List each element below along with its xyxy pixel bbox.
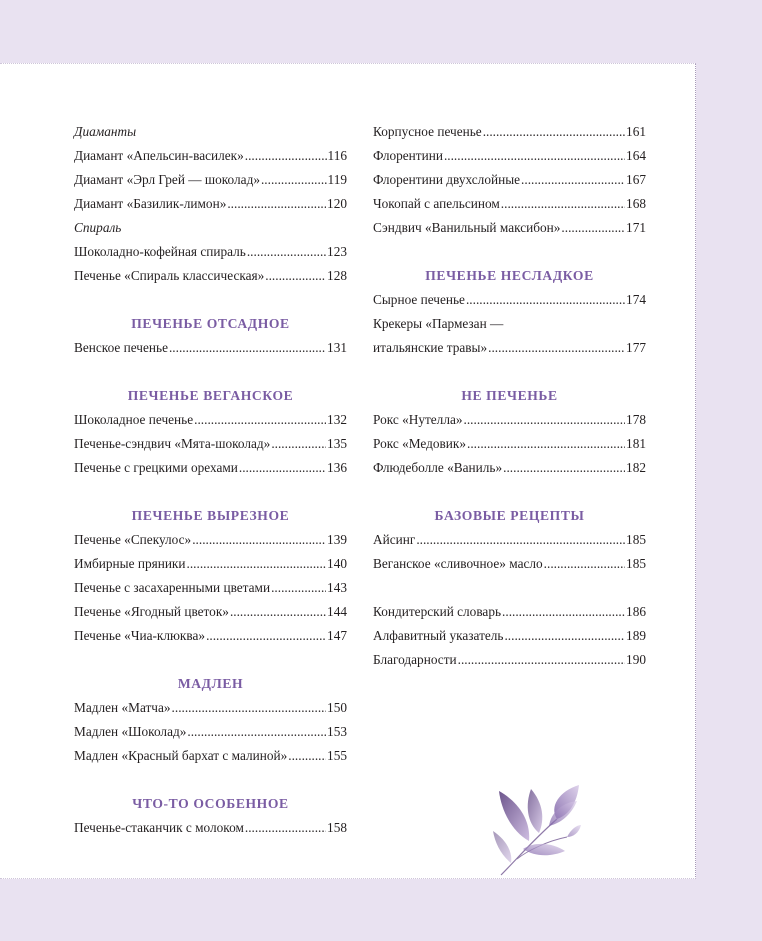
- toc-entry-title: Печенье-сэндвич «Мята-шоколад»: [74, 436, 271, 451]
- dot-leader: [261, 168, 327, 192]
- toc-entry[interactable]: [74, 240, 347, 264]
- dot-leader: [464, 408, 626, 432]
- dot-leader: [271, 432, 326, 456]
- toc-entry-title: Диамант «Базилик-лимон»: [74, 196, 227, 211]
- toc-page-number: 135: [327, 436, 347, 451]
- toc-entry[interactable]: [373, 408, 646, 432]
- dot-leader: [230, 600, 326, 624]
- toc-entry-title: Мадлен «Шоколад»: [74, 724, 187, 739]
- toc-page-number: 174: [626, 292, 646, 307]
- toc-entry[interactable]: [74, 816, 347, 840]
- toc-entry[interactable]: [373, 288, 646, 312]
- dot-leader: [245, 816, 326, 840]
- toc-page-number: 128: [327, 268, 347, 283]
- toc-entry-title: Айсинг: [373, 532, 416, 547]
- toc-entry[interactable]: [74, 336, 347, 360]
- toc-entry[interactable]: [373, 648, 646, 672]
- toc-page-number: 143: [327, 580, 347, 595]
- toc-left-column: [74, 120, 347, 840]
- toc-entry[interactable]: [373, 624, 646, 648]
- dot-leader: [187, 552, 327, 576]
- toc-page-number: 116: [327, 148, 347, 163]
- toc-entry-title: Печенье с грецкими орехами: [74, 460, 238, 475]
- toc-page-number: 150: [327, 700, 347, 715]
- section-heading: МАДЛЕН: [177, 676, 244, 691]
- spacer: [74, 360, 347, 384]
- toc-entry-title: Шоколадно-кофейная спираль: [74, 244, 246, 259]
- spacer: [373, 360, 646, 384]
- toc-entry-title: Печенье «Спираль классическая»: [74, 268, 265, 283]
- spacer: [74, 648, 347, 672]
- toc-entry-title: Имбирные пряники: [74, 556, 186, 571]
- section-heading: ПЕЧЕНЬЕ ВЫРЕЗНОЕ: [131, 508, 290, 523]
- toc-entry-title: Диамант «Апельсин-василек»: [74, 148, 244, 163]
- spacer: [74, 288, 347, 312]
- toc-entry-title: Чокопай с апельсином: [373, 196, 500, 211]
- toc-page-number: 182: [626, 460, 646, 475]
- toc-entry-title: Печенье «Ягодный цветок»: [74, 604, 229, 619]
- dot-leader: [245, 144, 327, 168]
- section-heading: ПЕЧЕНЬЕ ОТСАДНОЕ: [131, 316, 290, 331]
- toc-entry[interactable]: [373, 120, 646, 144]
- toc-entry[interactable]: [373, 552, 646, 576]
- dot-leader: [265, 264, 326, 288]
- dot-leader: [192, 528, 326, 552]
- dot-leader: [521, 168, 625, 192]
- toc-entry[interactable]: [373, 600, 646, 624]
- section-heading: НЕ ПЕЧЕНЬЕ: [461, 388, 558, 403]
- spacer: [74, 480, 347, 504]
- toc-page-number: 171: [626, 220, 646, 235]
- toc-entry-title: Флорентини двухслойные: [373, 172, 521, 187]
- toc-entry[interactable]: [373, 216, 646, 240]
- toc-entry-title: Веганское «сливочное» масло: [373, 556, 543, 571]
- toc-page-number: 136: [327, 460, 347, 475]
- dot-leader: [502, 600, 625, 624]
- dot-leader: [466, 288, 625, 312]
- toc-page-number: 190: [626, 652, 646, 667]
- dot-leader: [288, 744, 326, 768]
- toc-page-number: 120: [327, 196, 347, 211]
- toc-entry[interactable]: [74, 696, 347, 720]
- toc-page-number: 158: [327, 820, 347, 835]
- dot-leader: [467, 432, 625, 456]
- toc-entry[interactable]: [74, 456, 347, 480]
- section-heading: ПЕЧЕНЬЕ ВЕГАНСКОЕ: [127, 388, 294, 403]
- toc-page-number: 139: [327, 532, 347, 547]
- toc-entry[interactable]: [74, 432, 347, 456]
- toc-page-number: 131: [327, 340, 347, 355]
- dot-leader: [416, 528, 625, 552]
- toc-entry-title: Мадлен «Красный бархат с малиной»: [74, 748, 288, 763]
- toc-page: [0, 63, 696, 879]
- toc-page-number: 153: [327, 724, 347, 739]
- dot-leader: [227, 192, 326, 216]
- dot-leader: [206, 624, 326, 648]
- toc-entry-title: Сырное печенье: [373, 292, 465, 307]
- dot-leader: [194, 408, 326, 432]
- toc-page-number: 185: [626, 532, 646, 547]
- toc-entry[interactable]: [74, 264, 347, 288]
- toc-entry[interactable]: [74, 192, 347, 216]
- toc-entry-title: Печенье «Спекулос»: [74, 532, 192, 547]
- subsection-label: Спираль: [74, 220, 122, 235]
- toc-entry[interactable]: [74, 624, 347, 648]
- toc-entry[interactable]: [74, 552, 347, 576]
- toc-entry[interactable]: [373, 144, 646, 168]
- dot-leader: [444, 144, 625, 168]
- toc-entry[interactable]: [373, 528, 646, 552]
- toc-page-number: 155: [327, 748, 347, 763]
- dot-leader: [544, 552, 625, 576]
- toc-entry[interactable]: [74, 744, 347, 768]
- toc-entry[interactable]: [74, 144, 347, 168]
- toc-entry-title: Печенье-стаканчик с молоком: [74, 820, 244, 835]
- dot-leader: [503, 456, 625, 480]
- dot-leader: [458, 648, 625, 672]
- toc-entry-title: Благодарности: [373, 652, 457, 667]
- toc-page-number: 164: [626, 148, 646, 163]
- dot-leader: [271, 576, 326, 600]
- toc-page-number: 161: [626, 124, 646, 139]
- spacer: [74, 768, 347, 792]
- toc-entry-title: Диамант «Эрл Грей — шоколад»: [74, 172, 260, 187]
- toc-entry[interactable]: [373, 432, 646, 456]
- toc-entry[interactable]: [74, 168, 347, 192]
- toc-page-number: 185: [626, 556, 646, 571]
- toc-page-number: 147: [327, 628, 347, 643]
- toc-entry-title: Печенье «Чиа-клюква»: [74, 628, 206, 643]
- toc-entry[interactable]: [74, 600, 347, 624]
- toc-entry-title: Рокс «Медовик»: [373, 436, 467, 451]
- dot-leader: [169, 336, 326, 360]
- dot-leader: [247, 240, 326, 264]
- toc-entry-title: Алфавитный указатель: [373, 628, 504, 643]
- dot-leader: [187, 720, 326, 744]
- toc-right-column: [373, 120, 646, 672]
- dot-leader: [504, 624, 625, 648]
- toc-entry[interactable]: [373, 456, 646, 480]
- toc-entry-title: Мадлен «Матча»: [74, 700, 171, 715]
- toc-page-number: 178: [626, 412, 646, 427]
- toc-entry[interactable]: [74, 720, 347, 744]
- toc-page-number: 119: [327, 172, 347, 187]
- toc-entry-title: Флорентини: [373, 148, 443, 163]
- leaf-sprig-icon: [487, 779, 582, 879]
- toc-entry[interactable]: [74, 408, 347, 432]
- toc-entry[interactable]: [74, 576, 347, 600]
- spacer: [373, 576, 646, 600]
- dot-leader: [239, 456, 326, 480]
- toc-entry-title: Венское печенье: [74, 340, 168, 355]
- toc-entry[interactable]: [373, 192, 646, 216]
- toc-entry-title-line[interactable]: Крекеры «Пармезан —: [373, 316, 504, 331]
- toc-entry-title: Рокс «Нутелла»: [373, 412, 463, 427]
- toc-page-number: 123: [327, 244, 347, 259]
- toc-entry-title: итальянские травы»: [373, 340, 488, 355]
- dot-leader: [488, 336, 625, 360]
- spacer: [373, 480, 646, 504]
- toc-entry[interactable]: [373, 336, 646, 360]
- section-heading: БАЗОВЫЕ РЕЦЕПТЫ: [434, 508, 585, 523]
- toc-page-number: 132: [327, 412, 347, 427]
- dot-leader: [483, 120, 625, 144]
- toc-entry-title: Корпусное печенье: [373, 124, 482, 139]
- dot-leader: [561, 216, 625, 240]
- toc-page-number: 168: [626, 196, 646, 211]
- toc-page-number: 144: [327, 604, 347, 619]
- toc-entry-title: Кондитерский словарь: [373, 604, 502, 619]
- toc-entry-title: Печенье с засахаренными цветами: [74, 580, 271, 595]
- dot-leader: [172, 696, 327, 720]
- toc-entry-title: Флюдеболле «Ваниль»: [373, 460, 503, 475]
- section-heading: ПЕЧЕНЬЕ НЕСЛАДКОЕ: [425, 268, 594, 283]
- toc-entry[interactable]: [74, 528, 347, 552]
- section-heading: ЧТО-ТО ОСОБЕННОЕ: [132, 796, 289, 811]
- toc-page-number: 181: [626, 436, 646, 451]
- subsection-label: Диаманты: [74, 124, 137, 139]
- dot-leader: [501, 192, 625, 216]
- toc-page-number: 177: [626, 340, 646, 355]
- toc-page-number: 167: [626, 172, 646, 187]
- toc-entry[interactable]: [373, 168, 646, 192]
- toc-page-number: 189: [626, 628, 646, 643]
- toc-entry-title: Сэндвич «Ванильный максибон»: [373, 220, 561, 235]
- spacer: [373, 240, 646, 264]
- toc-page-number: 140: [327, 556, 347, 571]
- toc-entry-title: Шоколадное печенье: [74, 412, 194, 427]
- toc-page-number: 186: [626, 604, 646, 619]
